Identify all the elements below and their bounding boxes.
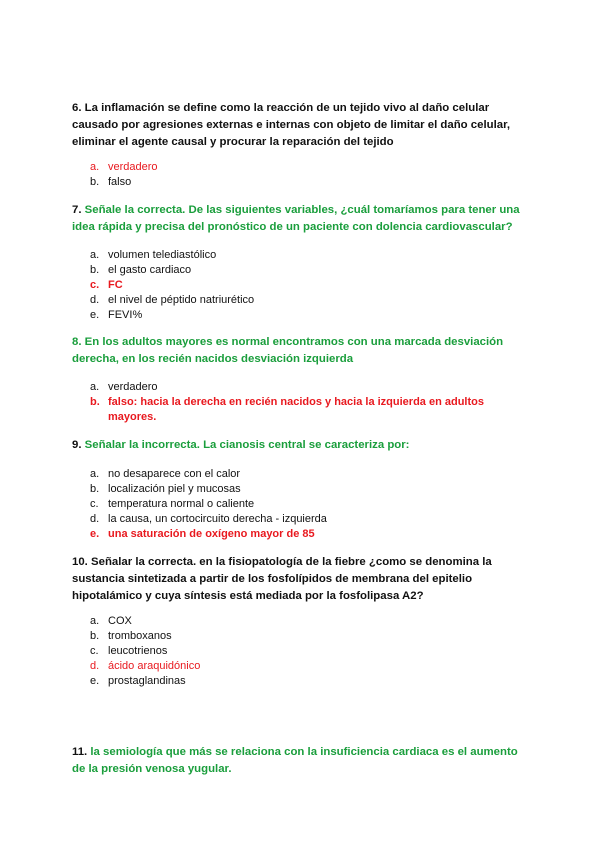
option-b: b. tromboxanos (90, 630, 172, 642)
question-number: 11. (72, 746, 88, 758)
question-number: 8. (72, 336, 82, 348)
option-b: b. falso: hacia la derecha en recién nacidos y hacia la izquierda en adultos mayores. (90, 396, 484, 423)
option-d: d. la causa, un cortocircuito derecha - izquierda (90, 513, 327, 525)
option-b: b. falso (90, 176, 132, 188)
question-9 (72, 437, 532, 454)
option-d: d. ácido araquidónico (90, 660, 201, 672)
question-6-options (90, 160, 510, 190)
question-9-options (90, 467, 510, 542)
question-number: 6. (72, 102, 82, 114)
question-11 (72, 744, 532, 778)
option-b: b. localización piel y mucosas (90, 483, 241, 495)
question-number: 9. (72, 439, 82, 451)
question-7 (72, 202, 532, 236)
question-text: Señalar la incorrecta. La cianosis central se caracteriza por: (84, 439, 410, 451)
question-text: En los adultos mayores es normal encontramos con una marcada desviación derecha, en los recién nacidos desviación izquierda (72, 336, 504, 365)
question-7-options (90, 248, 510, 323)
question-text: Señalar la correcta. en la fisiopatología de la fiebre ¿como se denomina la sustancia sintetizada a partir de los fosfolípidos de membrana del epitelio hipotalámico y cuya síntesis está mediada por la fosfolipasa A2? (72, 556, 492, 602)
question-text: La inflamación se define como la reacción de un tejido vivo al daño celular causado por agresiones externas e internas con objeto de limitar el daño celular, eliminar el agente causal y procurar la reparación del tejido (72, 102, 511, 148)
question-text: la semiología que más se relaciona con la insuficiencia cardiaca es el aumento de la presión venosa yugular. (72, 746, 518, 775)
question-text: Señale la correcta. De las siguientes variables, ¿cuál tomaríamos para tener una idea rápida y precisa del pronóstico de un paciente con dolencia cardiovascular? (72, 204, 520, 233)
option-a: a. volumen telediastólico (90, 249, 217, 261)
option-d: d. el nivel de péptido natriurético (90, 294, 255, 306)
option-c: c. temperatura normal o caliente (90, 498, 255, 510)
option-a: a. COX (90, 615, 132, 627)
option-e: e. prostaglandinas (90, 675, 186, 687)
option-e: e. una saturación de oxígeno mayor de 85 (90, 528, 315, 540)
option-c: c. leucotrienos (90, 645, 168, 657)
option-b: b. el gasto cardiaco (90, 264, 192, 276)
option-c: c. FC (90, 279, 123, 291)
question-8-options (90, 380, 510, 425)
option-a: a. no desaparece con el calor (90, 468, 241, 480)
question-8 (72, 334, 532, 368)
option-a: a. verdadero (90, 161, 158, 173)
question-number: 7. (72, 204, 82, 216)
option-a: a. verdadero (90, 381, 158, 393)
question-6 (72, 100, 532, 151)
question-10 (72, 554, 532, 605)
question-number: 10. (72, 556, 88, 568)
question-10-options (90, 614, 510, 689)
option-e: e. FEVI% (90, 309, 143, 321)
